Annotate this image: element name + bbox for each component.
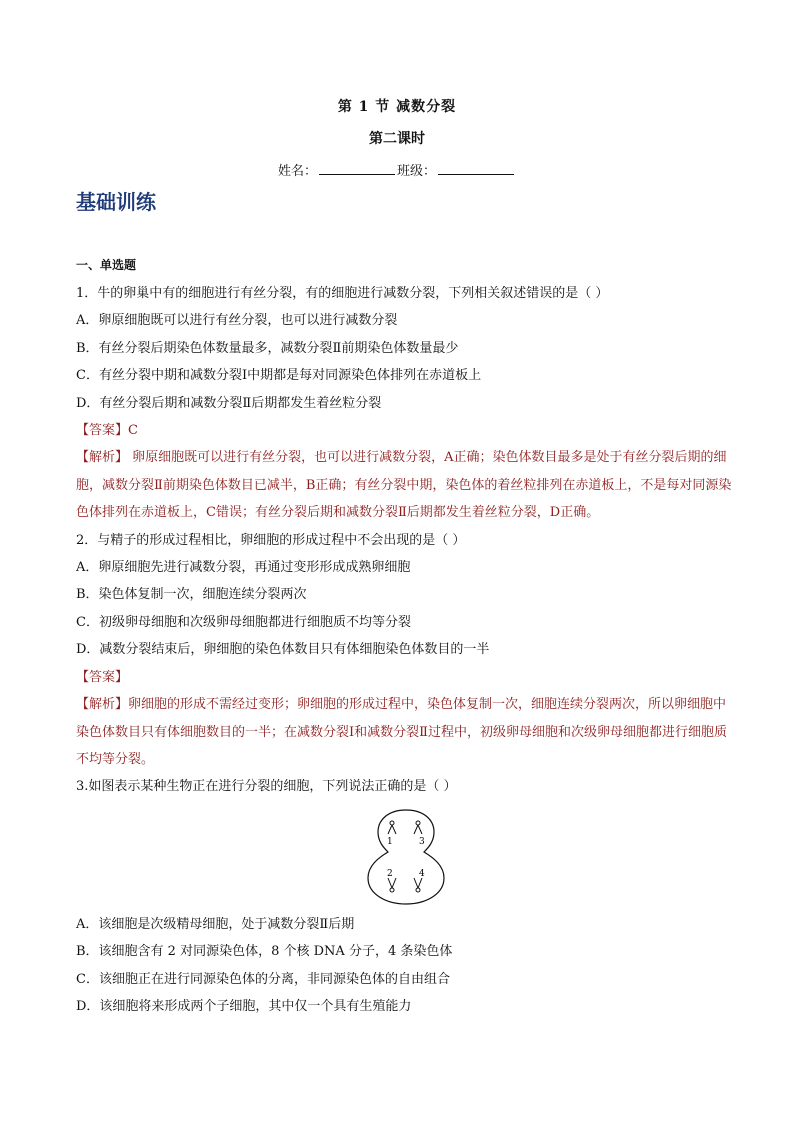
name-blank[interactable] — [319, 162, 395, 175]
q2-analysis-tag: 【解析】 — [76, 697, 129, 713]
q3-option-a: A．该细胞是次级精母细胞，处于减数分裂Ⅱ后期 — [76, 916, 355, 932]
q2-option-a: A．卵原细胞先进行减数分裂，再通过变形形成成熟卵细胞 — [76, 560, 411, 576]
lesson-title: 第 1 节 减数分裂 — [337, 99, 457, 115]
q3-option-c: C．该细胞正在进行同源染色体的分离，非同源染色体的自由组合 — [76, 971, 450, 987]
q2-analysis-text: 卵细胞的形成不需经过变形；卵细胞的形成过程中，染色体复制一次，细胞连续分裂两次，所以卵细胞中染色体数目只有体细胞数目的一半；在减数分裂Ⅰ和减数分裂Ⅱ过程中，初级卵母细胞和次级卵母细胞都进行细胞质不均等分裂。 — [76, 697, 727, 767]
label-4: 4 — [419, 868, 425, 879]
q3-option-b: B．该细胞含有 2 对同源染色体，8 个核 DNA 分子，4 条染色体 — [76, 944, 453, 960]
q1-stem: 1．牛的卵巢中有的细胞进行有丝分裂，有的细胞进行减数分裂，下列相关叙述错误的是（ ） — [76, 286, 609, 301]
question-type-heading: 一、单选题 — [76, 258, 137, 272]
class-blank[interactable] — [438, 162, 514, 175]
chromosome-4 — [414, 878, 422, 892]
questions-content — [76, 280, 736, 1020]
q1-option-a: A．卵原细胞既可以进行有丝分裂，也可以进行减数分裂 — [76, 313, 398, 329]
lesson-subtitle: 第二课时 — [369, 131, 425, 147]
q1-option-d: D．有丝分裂后期和减数分裂Ⅱ后期都发生着丝粒分裂 — [76, 395, 382, 411]
q2-answer-tag: 【答案】 — [76, 669, 129, 685]
chromosome-1 — [388, 821, 396, 834]
q1-option-c: C．有丝分裂中期和减数分裂Ⅰ中期都是每对同源染色体排列在赤道板上 — [76, 368, 482, 384]
q1-analysis-text: 卵原细胞既可以进行有丝分裂，也可以进行减数分裂，A正确；染色体数目最多是处于有丝分裂后期的细胞，减数分裂Ⅱ前期染色体数目已减半，B正确；有丝分裂中期，染色体的着丝粒排列在赤道板上，不是每对同源染色体排列在赤道板上，C错误；有丝分裂后期和减数分裂Ⅱ后期都发生着丝粒分裂，D正确。 — [76, 450, 732, 521]
class-label: 班级： — [397, 164, 437, 179]
label-2: 2 — [387, 868, 393, 879]
name-label: 姓名： — [277, 164, 317, 179]
cell-membrane — [368, 810, 444, 904]
q3-option-d: D．该细胞将来形成两个子细胞，其中仅一个具有生殖能力 — [76, 998, 412, 1014]
q2-answer — [76, 664, 736, 691]
q2-option-d: D．减数分裂结束后，卵细胞的染色体数目只有体细胞染色体数目的一半 — [76, 642, 490, 658]
q2-analysis — [76, 691, 736, 773]
q1-answer — [76, 417, 736, 444]
cell-diagram — [356, 804, 456, 908]
q1-option-b: B．有丝分裂后期染色体数量最多，减数分裂Ⅱ前期染色体数量最少 — [76, 340, 459, 356]
student-info-line — [0, 160, 794, 179]
q1-answer-tag: 【答案】 — [76, 423, 129, 439]
q1-analysis — [76, 444, 736, 526]
chromosome-2 — [388, 878, 396, 892]
label-3: 3 — [419, 836, 425, 847]
q2-option-b: B．染色体复制一次，细胞连续分裂两次 — [76, 587, 307, 603]
section-title: 基础训练 — [76, 190, 156, 214]
q1-answer-value: C — [128, 423, 138, 439]
q1-analysis-tag: 【解析】 — [76, 450, 129, 466]
cell-division-figure — [76, 801, 736, 911]
q2-option-c: C．初级卵母细胞和次级卵母细胞都进行细胞质不均等分裂 — [76, 614, 411, 630]
q3-stem: 3.如图表示某种生物正在进行分裂的细胞，下列说法正确的是（ ） — [76, 779, 457, 795]
q2-stem: 2．与精子的形成过程相比，卵细胞的形成过程中不会出现的是（ ） — [76, 532, 466, 548]
label-1: 1 — [387, 836, 393, 847]
chromosome-3 — [414, 821, 422, 834]
